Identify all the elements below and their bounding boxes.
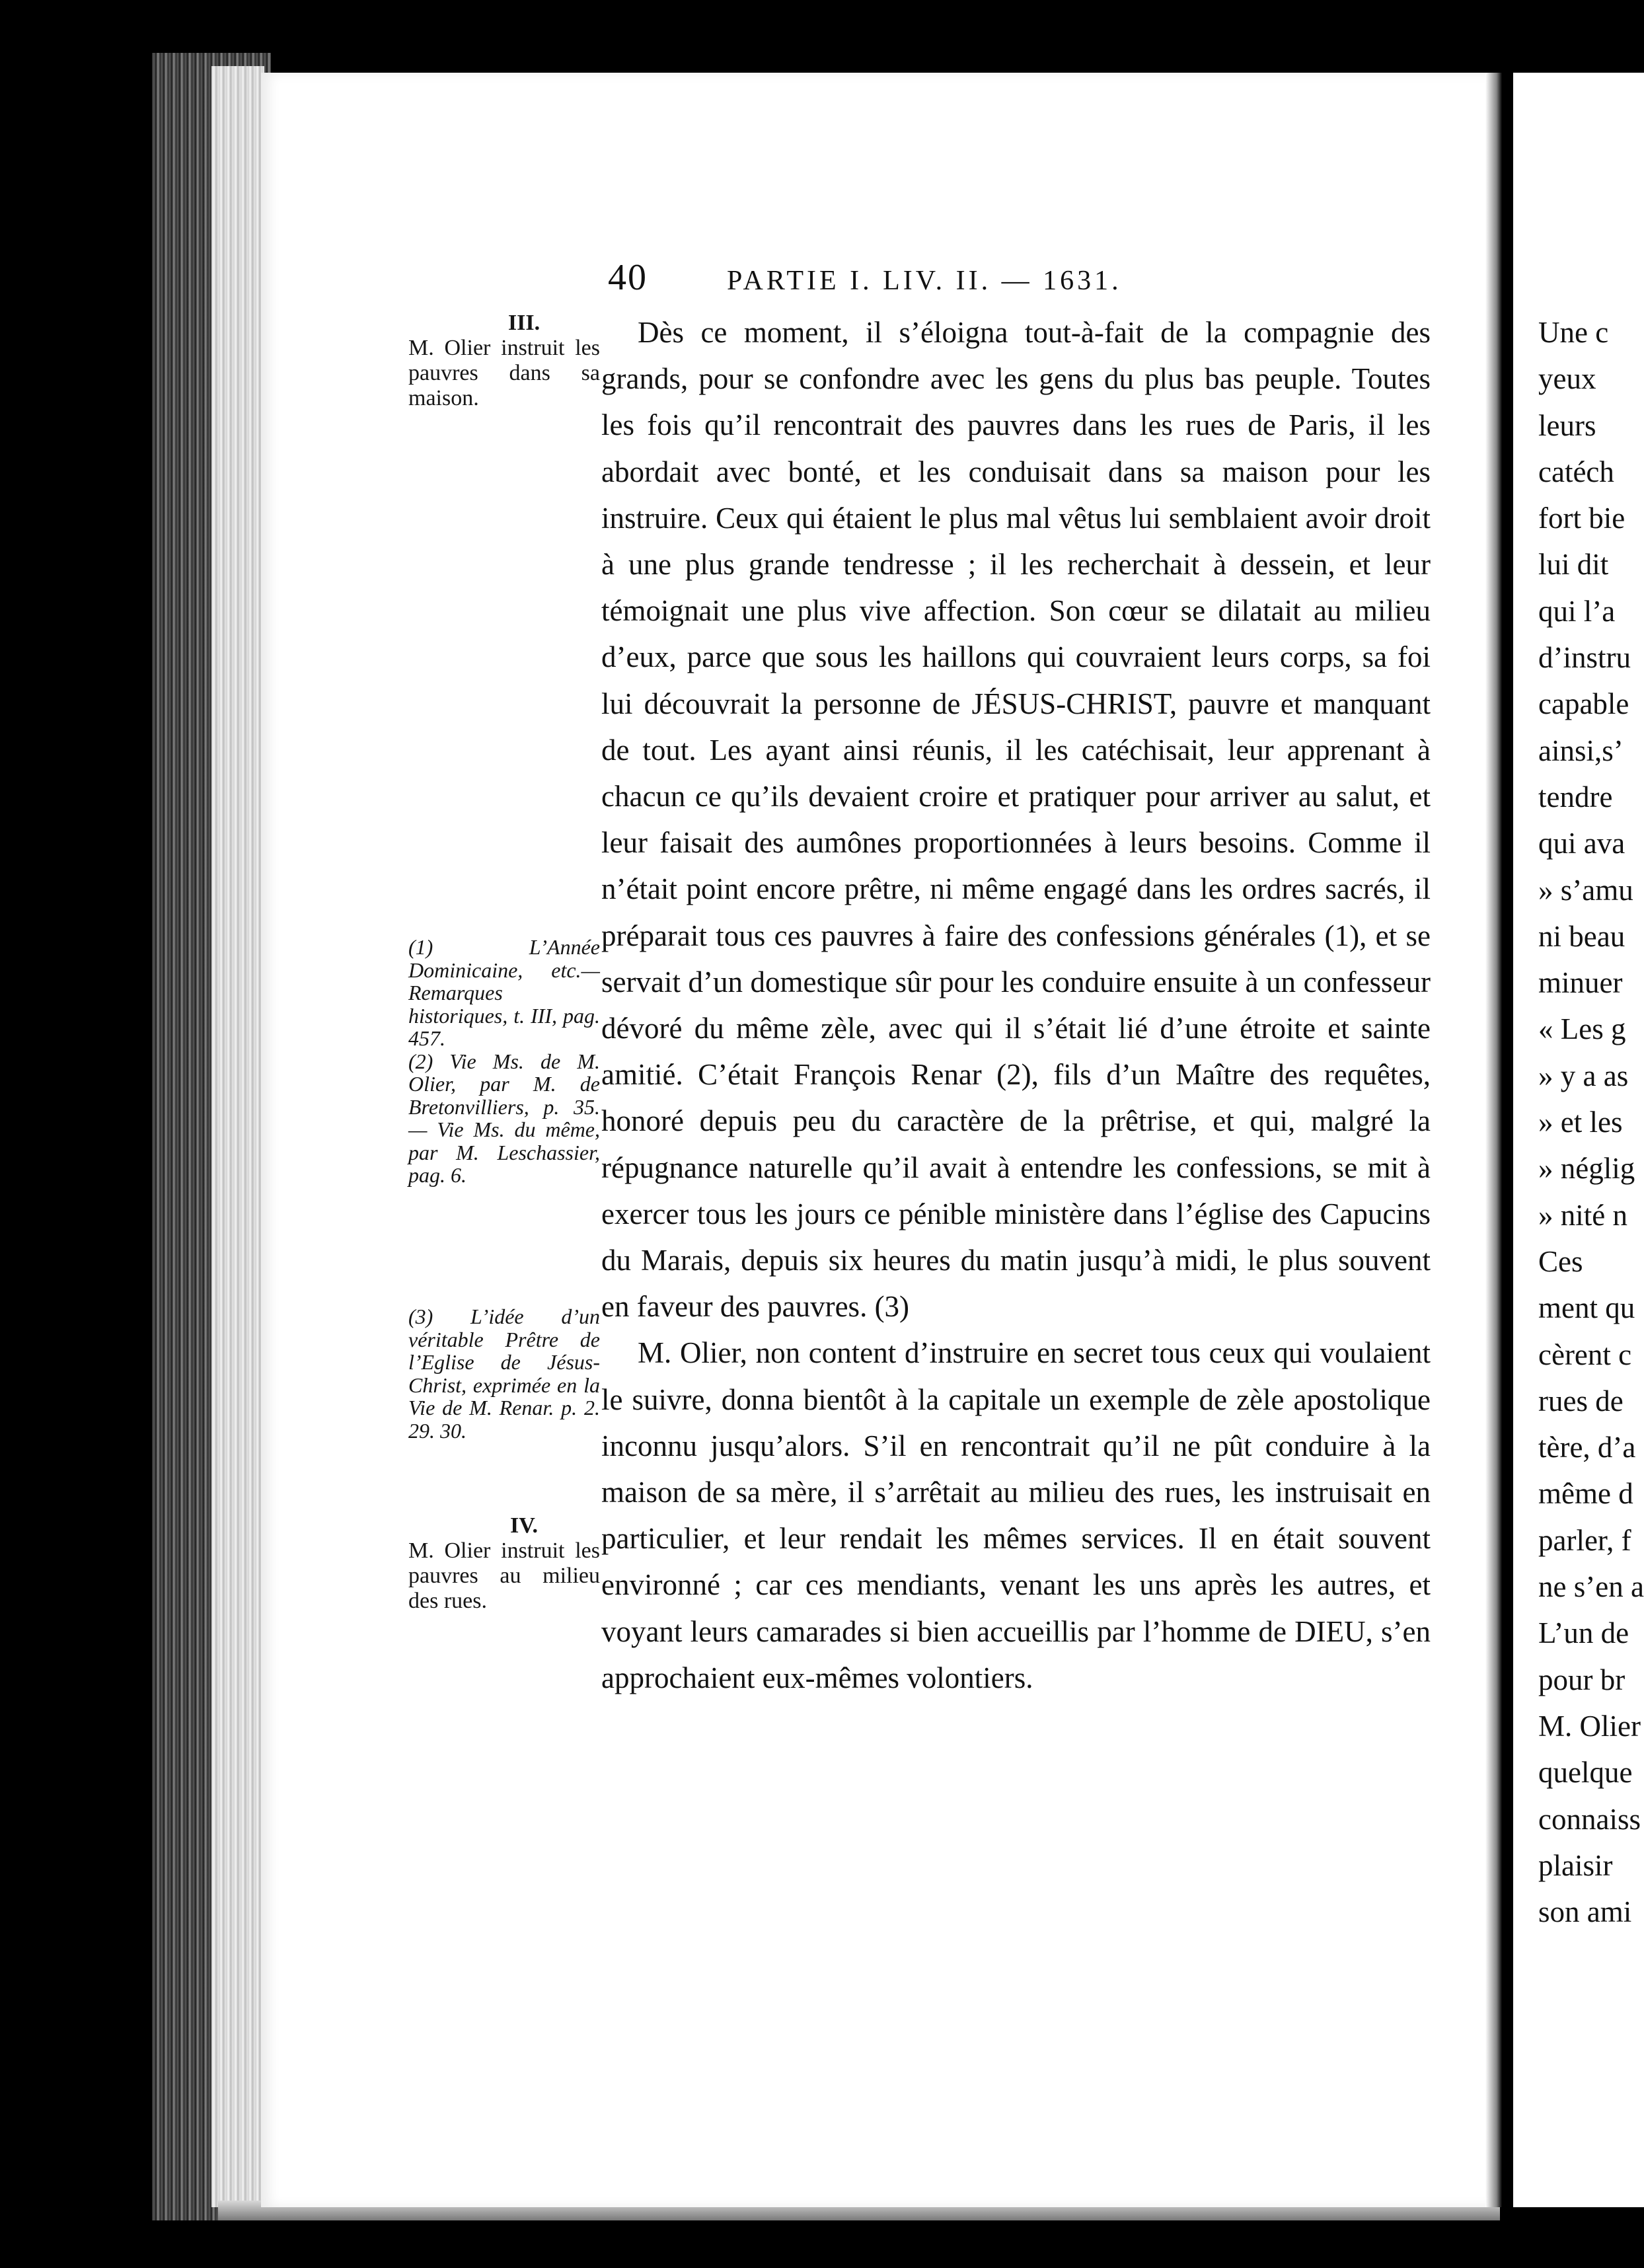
side-heading-text: M. Olier instruit les pauvres dans sa maison.	[408, 336, 600, 410]
facing-line: ne s’en a	[1538, 1570, 1644, 1604]
facing-line: tendre	[1538, 780, 1613, 813]
facing-line: Ces	[1538, 1244, 1583, 1278]
side-heading-3	[408, 311, 600, 411]
facing-line: catéch	[1538, 455, 1614, 488]
facing-line: qui ava	[1538, 827, 1625, 860]
facing-line: connaiss	[1538, 1802, 1641, 1836]
facing-line: ni beau	[1538, 919, 1625, 953]
facing-line: yeux	[1538, 362, 1596, 396]
paragraph-1: Dès ce moment, il s’éloigna tout-à-fait de la compagnie des grands, pour se confondre avec les gens du plus bas peuple. Toutes les fois qu’il rencontrait des pauvres dans les rues de Paris, il les abordait avec bonté, et les conduisait dans sa maison pour les instruire. Ceux qui étaient le plus mal vêtus lui semblaient avoir droit à une plus grande tendresse ; il les recherchait à dessein, et leur témoignait une plus vive affection. Son cœur se dilatait au milieu d’eux, parce que sous les haillons qui couvraient leurs corps, sa foi lui découvrait la personne de JÉSUS-CHRIST, pauvre et manquant de tout. Les ayant ainsi réunis, il les catéchisait, leur apprenant à chacun ce qu’ils devaient croire et pratiquer pour arriver au salut, et leur faisait des aumônes proportionnées à leurs besoins. Comme il n’était point encore prêtre, ni même engagé dans les ordres sacrés, il préparait tous ces pauvres à faire des confessions générales (1), et se servait d’un domestique sûr pour les conduire ensuite à un confesseur dévoré du même zèle, avec qui il s’était lié d’une étroite et sainte amitié. C’était François Renar (2), fils d’un Maître des requêtes, honoré depuis peu du caractère de la prêtrise, et qui, malgré la répugnance naturelle qu’il avait à entendre les confessions, se mit à exercer tous les jours ce pénible ministère dans l’église des Capucins du Marais, depuis six heures du matin jusqu’à midi, le plus souvent en faveur des pauvres. (3)	[601, 316, 1431, 1324]
facing-line: lui dit	[1538, 548, 1609, 582]
body-text	[601, 309, 1431, 1701]
page-number: 40	[608, 257, 648, 298]
facing-line: « Les g	[1538, 1012, 1626, 1046]
side-heading-number: III.	[507, 311, 541, 335]
facing-line: cèrent c	[1538, 1338, 1632, 1371]
facing-line: M. Olier	[1538, 1709, 1641, 1743]
facing-line: son ami	[1538, 1895, 1632, 1929]
facing-line: plaisir	[1538, 1848, 1613, 1882]
footnotes-block-1	[408, 936, 600, 1187]
facing-line: même d	[1538, 1477, 1633, 1511]
footnote-2: (2) Vie Ms. de M. Olier, par M. de Bretonvilliers, p. 35. — Vie Ms. du même, par M. Leschassier, pag. 6.	[408, 1049, 600, 1187]
footnotes-block-2	[408, 1305, 600, 1442]
facing-line: » nité n	[1538, 1198, 1627, 1232]
side-heading-text: M. Olier instruit les pauvres au milieu des rues.	[408, 1538, 600, 1613]
page-gutter	[1485, 73, 1513, 2207]
facing-line: » s’amu	[1538, 873, 1633, 907]
facing-line: pour br	[1538, 1663, 1625, 1696]
facing-line: rues de	[1538, 1384, 1624, 1418]
facing-line: ment qu	[1538, 1291, 1635, 1325]
facing-line: d’instru	[1538, 641, 1631, 675]
facing-line: minuer	[1538, 966, 1623, 1000]
running-head	[608, 256, 1236, 299]
side-heading-4	[408, 1513, 600, 1614]
facing-line: fort bie	[1538, 502, 1625, 535]
facing-line: leurs	[1538, 408, 1596, 442]
side-heading-number: IV.	[510, 1513, 538, 1538]
facing-line: qui l’a	[1538, 594, 1616, 628]
running-title: PARTIE I. LIV. II. — 1631.	[727, 266, 1122, 296]
footnote-1: (1) L’Année Dominicaine, etc.— Remarques historiques, t. III, pag. 457.	[408, 935, 600, 1050]
paragraph-2: M. Olier, non content d’instruire en secret tous ceux qui voulaient le suivre, donna bientôt à la capitale un exemple de zèle apostolique inconnu jusqu’alors. S’il en rencontrait qu’il ne pût conduire à la maison de sa mère, il s’arrêtait au milieu des rues, les instruisait en particulier, et leur rendait les mêmes services. Il en était souvent environné ; car ces mendiants, venant les uns après les autres, et voyant leurs camarades si bien accueillis par l’homme de DIEU, s’en approchaient eux-mêmes volontiers.	[601, 1336, 1431, 1694]
facing-line: » néglig	[1538, 1152, 1635, 1186]
facing-line: L’un de	[1538, 1616, 1629, 1650]
facing-line: parler, f	[1538, 1523, 1631, 1557]
facing-line: Une c	[1538, 316, 1609, 349]
facing-line: quelque	[1538, 1756, 1633, 1790]
facing-line: capable	[1538, 687, 1629, 721]
facing-line: ainsi,s’	[1538, 734, 1624, 767]
facing-line: tère, d’a	[1538, 1431, 1636, 1464]
page-stack-edges	[211, 66, 264, 2207]
facing-page-text	[1538, 309, 1644, 1935]
facing-line: » y a as	[1538, 1059, 1629, 1092]
facing-line: » et les	[1538, 1106, 1623, 1139]
footnote-3: (3) L’idée d’un véritable Prêtre de l’Eglise de Jésus-Christ, exprimée en la Vie de M. Renar. p. 2. 29. 30.	[408, 1304, 600, 1443]
